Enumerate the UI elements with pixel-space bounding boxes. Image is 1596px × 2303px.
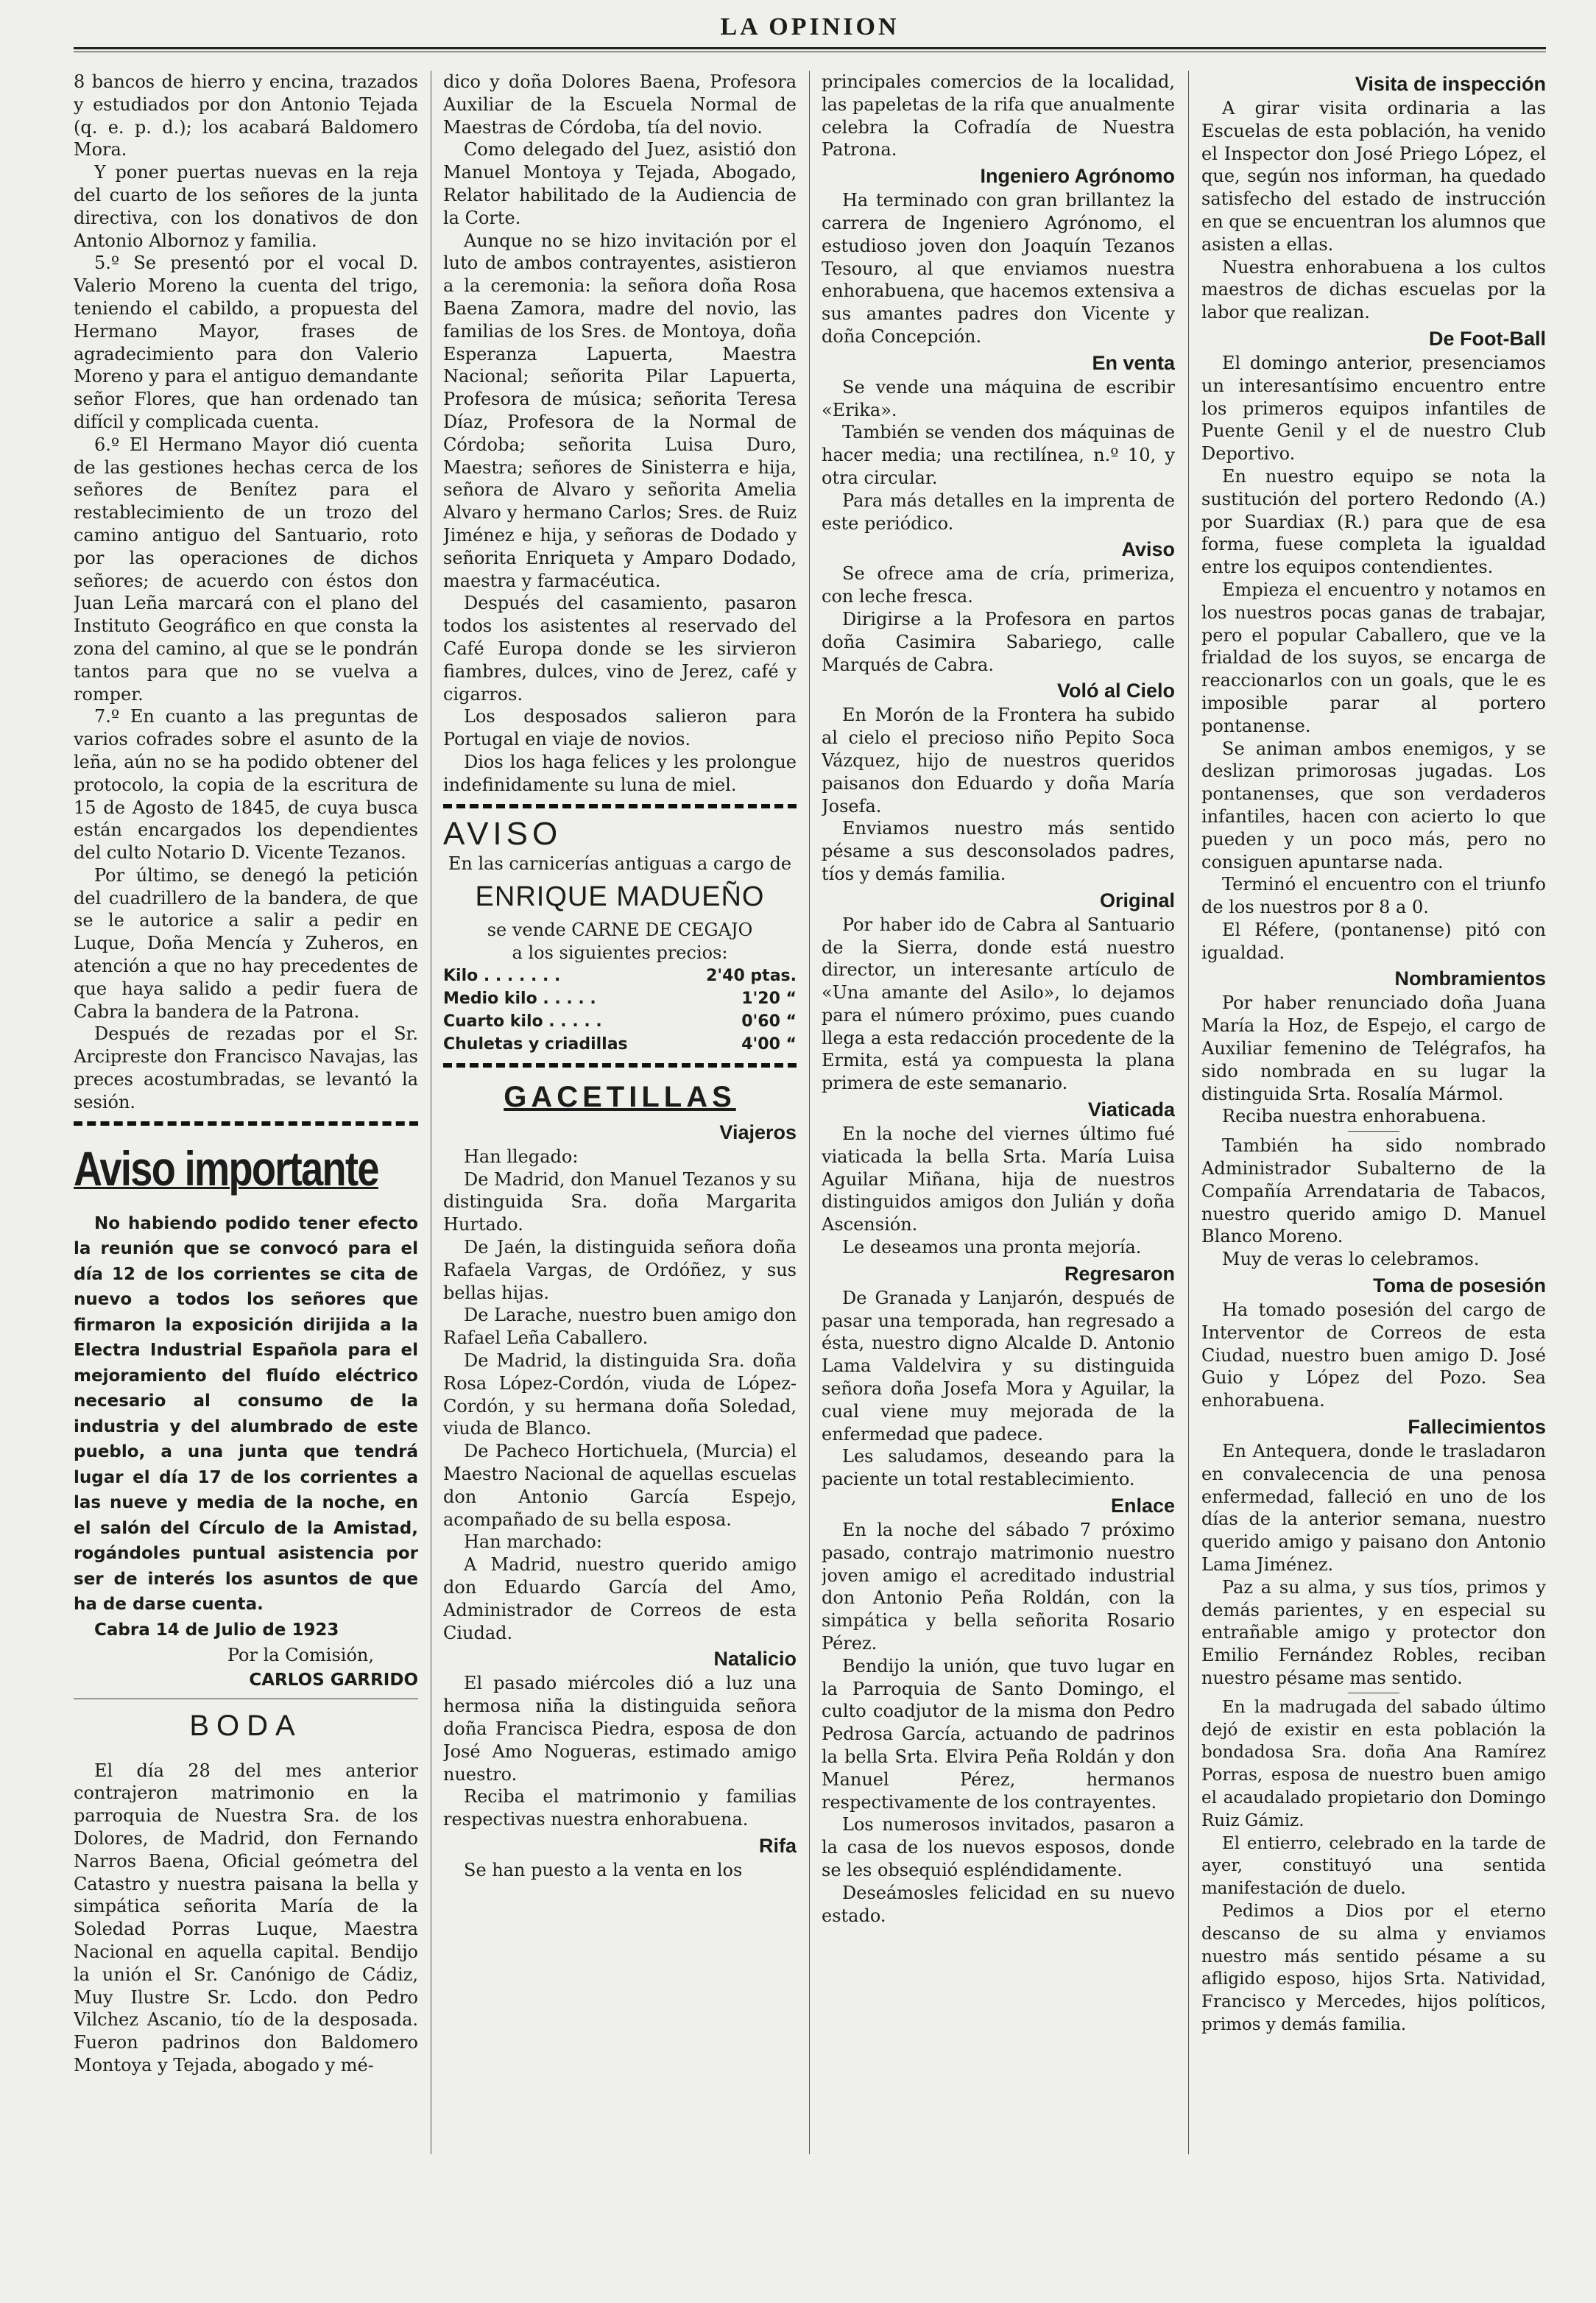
- dashed-divider: [443, 1063, 797, 1068]
- section-heading: Fallecimientos: [1408, 1416, 1546, 1439]
- section-heading: Original: [1099, 889, 1175, 911]
- article-paragraph: De Granada y Lanjarón, después de pasar una temporada, han regresado a ésta, nuestro digno Alcalde D. Antonio Lama Valdelvira y su distinguida señora doña Josefa Mora y Aguilar, la cual viene muy mejorada de la enfermedad que padece.: [822, 1287, 1175, 1445]
- article-paragraph: Como delegado del Juez, asistió don Manuel Montoya y Tejada, Abogado, Relator habilitado de la Audiencia de la Corte.: [443, 139, 797, 228]
- article-paragraph: Deseámosles felicidad en su nuevo estado.: [822, 1882, 1175, 1926]
- article-paragraph: En la noche del viernes último fué viaticada la bella Srta. María Luisa Aguilar Miñana, hija de nuestros distinguidos amigos don Julián y doña Ascensión.: [822, 1124, 1175, 1235]
- article-paragraph: Por haber ido de Cabra al Santuario de la Sierra, donde está nuestro director, un interesante artículo de «Una amante del Asilo», lo dejamos para el número próximo, pues cuando llega a esta redacción procedente de la Ermita, está ya compuesta la plana primera de este semanario.: [822, 914, 1175, 1094]
- article-paragraph: Paz a su alma, y sus tíos, primos y demás parientes, y en especial su entrañable amigo y protector don Emilio Fernández Robles, reciban nuestro pésame mas sentido.: [1201, 1576, 1546, 1688]
- price-value: 2'40 ptas.: [706, 966, 797, 985]
- short-divider: [1348, 1131, 1399, 1132]
- aviso-por: Por la Comisión,: [227, 1644, 374, 1665]
- ad-line: se vende CARNE DE CEGAJO: [487, 920, 753, 941]
- column-1: [74, 71, 418, 2162]
- article-paragraph: Bendijo la unión, que tuvo lugar en la Parroquia de Santo Domingo, el culto coadjutor de la misma don Pedro Pedrosa García, actuando de padrinos la bella Srta. Elvira Peña Roldán y don Manuel Pérez, hermanos respectivamente de los contrayentes.: [822, 1655, 1175, 1813]
- article-paragraph: 8 bancos de hierro y encina, trazados y estudiados por don Antonio Tejada (q. e. p. d.); los acabará Baldomero Mora.: [74, 71, 418, 161]
- article-paragraph: Se vende una máquina de escribir «Erika».: [822, 376, 1175, 420]
- price-value: 1'20 “: [741, 989, 797, 1008]
- article-paragraph: Han llegado:: [464, 1146, 579, 1167]
- article-paragraph: El entierro, celebrado en la tarde de ayer, constituyó una sentida manifestación de duelo.: [1201, 1833, 1546, 1899]
- article-paragraph: Reciba nuestra enhorabuena.: [1222, 1106, 1486, 1127]
- article-paragraph: El pasado miércoles dió a luz una hermosa niña la distinguida señora doña Francisca Piedra, esposa de don José Amo Nogueras, estimado amigo nuestro.: [443, 1673, 797, 1785]
- article-paragraph: De Madrid, la distinguida Sra. doña Rosa López-Cordón, viuda de López-Cordón, y su hermana doña Soledad, viuda de Blanco.: [443, 1350, 797, 1439]
- section-heading: Voló al Cielo: [1056, 680, 1175, 702]
- article-paragraph: Se han puesto a la venta en los: [464, 1860, 743, 1880]
- dashed-divider: [443, 804, 797, 808]
- section-heading: Enlace: [1110, 1495, 1175, 1517]
- article-paragraph: El Réfere, (pontanense) pitó con igualdad.: [1201, 919, 1546, 963]
- ad-name: ENRIQUE MADUEÑO: [475, 881, 765, 913]
- article-paragraph: Los numerosos invitados, pasaron a la casa de los nuevos esposos, donde se les obsequió espléndidamente.: [822, 1814, 1175, 1880]
- price-item: Chuletas y criadillas: [443, 1034, 628, 1054]
- article-paragraph: También ha sido nombrado Administrador Subalterno de la Compañía Arrendataria de Tabacos, nuestro querido amigo D. Manuel Blanco Moreno.: [1201, 1135, 1546, 1247]
- article-paragraph: De Jaén, la distinguida señora doña Rafaela Vargas, de Ordóñez, y sus bellas hijas.: [443, 1237, 797, 1303]
- ad-line: En las carnicerías antiguas a cargo de: [448, 853, 792, 874]
- price-row: [443, 1010, 797, 1033]
- article-paragraph: Después del casamiento, pasaron todos los asistentes al reservado del Café Europa donde se les sirvieron fiambres, dulces, vino de Jerez, café y cigarros.: [443, 593, 797, 705]
- boda-title: BODA: [189, 1709, 303, 1742]
- gacetillas-title: GACETILLAS: [504, 1080, 736, 1113]
- section-heading: Visita de inspección: [1355, 73, 1546, 95]
- dashed-divider: [74, 1121, 418, 1126]
- article-paragraph: 5.º Se presentó por el vocal D. Valerio Moreno la cuenta del trigo, teniendo el cabildo, a propuesta del Hermano Mayor, frases de agradecimiento para don Valerio Moreno y para el antiguo demandante señor Flores, que han ordenado tan difícil y complicada cuenta.: [74, 253, 418, 432]
- section-heading: Viajeros: [719, 1121, 797, 1143]
- section-heading: Aviso: [1121, 538, 1175, 561]
- article-paragraph: De Larache, nuestro buen amigo don Rafael Leña Caballero.: [443, 1305, 797, 1349]
- article-paragraph: Reciba el matrimonio y familias respectivas nuestra enhorabuena.: [443, 1786, 797, 1830]
- article-paragraph: Dirigirse a la Profesora en partos doña Casimira Sabariego, calle Marqués de Cabra.: [822, 608, 1175, 675]
- article-paragraph: También se venden dos máquinas de hacer media; una rectilínea, n.º 10, y otra circular.: [822, 422, 1175, 488]
- article-paragraph: Les saludamos, deseando para la paciente un total restablecimiento.: [822, 1446, 1175, 1490]
- price-row: [443, 964, 797, 987]
- article-paragraph: De Pacheco Hortichuela, (Murcia) el Maestro Nacional de aquellas escuelas don Antonio García Espejo, acompañado de su bella esposa.: [443, 1441, 797, 1530]
- article-paragraph: De Madrid, don Manuel Tezanos y su distinguida Sra. doña Margarita Hurtado.: [443, 1168, 797, 1235]
- article-paragraph: En la noche del sábado 7 próximo pasado, contrajo matrimonio nuestro joven amigo el acreditado industrial don Antonio Peña Roldán, con la simpática y bella señorita Rosario Pérez.: [822, 1520, 1175, 1654]
- section-heading: Toma de posesión: [1372, 1274, 1546, 1297]
- article-paragraph: El domingo anterior, presenciamos un interesantísimo encuentro entre los primeros equipos infantiles de Puente Genil y el de nuestro Club Deportivo.: [1201, 352, 1546, 465]
- column-4: [1201, 71, 1546, 2162]
- price-row: [443, 1033, 797, 1056]
- article-paragraph: Los desposados salieron para Portugal en viaje de novios.: [443, 706, 797, 750]
- article-paragraph: 6.º El Hermano Mayor dió cuenta de las gestiones hechas cerca de los señores de Benítez para el restablecimiento de un trozo del camino antiguo del Santuario, roto por las operaciones de dichos señores; de acuerdo con éstos don Juan Leña marcará con el plano del Instituto Geográfico en que consta la zona del camino, al que se le pondrán tantos para que no se vuelva a romper.: [74, 434, 418, 705]
- article-paragraph: Aunque no se hizo invitación por el luto de ambos contrayentes, asistieron a la ceremonia: la señora doña Rosa Baena Zamora, madre del novio, las familias de los Sres. de Montoya, doña Esperanza Lapuerta, Maestra Nacional; señorita Pilar Lapuerta, Profesora de música; señorita Teresa Díaz, Profesora de la Normal de Córdoba; señorita Luisa Duro, Maestra; señores de Sinisterra e hija, señora de Alvaro y señorita Amelia Alvaro y hermano Carlos; Sres. de Ruiz Jiménez e hija, y señoras de Dodado y señorita Enriqueta y Amparo Dodado, maestra y farmacéutica.: [443, 230, 797, 591]
- article-paragraph: Terminó el encuentro con el triunfo de los nuestros por 8 a 0.: [1201, 874, 1546, 918]
- aviso-signature: CARLOS GARRIDO: [249, 1670, 418, 1690]
- article-paragraph: Pedimos a Dios por el eterno descanso de su alma y enviamos nuestro más sentido pésame a su afligido esposo, hijos Srta. Natividad, Francisco y Mercedes, hijos políticos, primos y demás familia.: [1201, 1901, 1546, 2034]
- article-paragraph: Dios los haga felices y les prolongue indefinidamente su luna de miel.: [443, 751, 797, 795]
- article-paragraph: Para más detalles en la imprenta de este periódico.: [822, 490, 1175, 534]
- article-paragraph: principales comercios de la localidad, las papeletas de la rifa que anualmente celebra la Cofradía de Nuestra Patrona.: [822, 71, 1175, 161]
- article-paragraph: 7.º En cuanto a las preguntas de varios cofrades sobre el asunto de la leña, aún no se ha podido obtener del protocolo, la copia de la escritura de 15 de Agosto de 1845, de cuya busca están encargados los dependientes del culto Notario D. Vicente Tezanos.: [74, 706, 418, 864]
- ad-title: AVISO: [443, 815, 562, 852]
- article-paragraph: En Morón de la Frontera ha subido al cielo el precioso niño Pepito Soca Vázquez, hijo de nuestros queridos paisanos don Eduardo y doña María Josefa.: [822, 705, 1175, 817]
- section-heading: De Foot-Ball: [1429, 327, 1546, 350]
- article-paragraph: Muy de veras lo celebramos.: [1222, 1249, 1480, 1270]
- article-paragraph: Empieza el encuentro y notamos en los nuestros pocas ganas de trabajar, pero el popular Caballero, que ve la frialdad de los suyos, se encarga de reaccionarlos con un goals, que le es imposible parar al portero pontanense.: [1201, 579, 1546, 736]
- page-header-title: LA OPINION: [720, 13, 900, 40]
- article-paragraph: Por último, se denegó la petición del cuadrillero de la bandera, de que se le autorice a salir a pedir en Luque, Doña Mencía y Zuheros, en atención a que no hay precedentes de que haya salido a pedir fuera de Cabra la bandera de la Patrona.: [74, 864, 418, 1022]
- boda-text: El día 28 del mes anterior contrajeron matrimonio en la parroquia de Nuestra Sra. de los Dolores, de Madrid, don Fernando Narros Baena, Oficial geómetra del Catastro y nuestra paisana la bella y simpática señorita María de la Soledad Porras Luque, Maestra Nacional en aquella capital. Bendijo la unión el Sr. Canónigo de Cádiz, Muy Ilustre Sr. Lcdo. don Pedro Vilchez Ascanio, tío de la desposada. Fueron padrinos don Baldomero Montoya y Tejada, abogado y mé-: [74, 1760, 418, 2076]
- article-paragraph: Se ofrece ama de cría, primeriza, con leche fresca.: [822, 563, 1175, 607]
- article-paragraph: Se animan ambos enemigos, y se deslizan primorosas jugadas. Los pontanenses, que son verdaderos infantiles, hacen con acierto lo que pueden y un poco más, pero no consiguen apuntarse nada.: [1201, 738, 1546, 872]
- article-paragraph: Han marchado:: [464, 1531, 602, 1553]
- section-heading: Nombramientos: [1394, 967, 1546, 990]
- article-paragraph: Y poner puertas nuevas en la reja del cuarto de los señores de la junta directiva, con los donativos de don Antonio Albornoz y familia.: [74, 162, 418, 251]
- section-heading: Regresaron: [1064, 1262, 1175, 1285]
- article-paragraph: Le deseamos una pronta mejoría.: [842, 1237, 1142, 1258]
- article-paragraph: En nuestro equipo se nota la sustitución del portero Redondo (A.) por Suardiax (R.) para que de esa forma, fuese completa la igualdad entre los equipos contendientes.: [1201, 465, 1546, 578]
- column-3: [822, 71, 1175, 2162]
- article-paragraph: Enviamos nuestro más sentido pésame a sus desconsolados padres, tíos y demás familia.: [822, 818, 1175, 884]
- article-paragraph: Nuestra enhorabuena a los cultos maestros de dichas escuelas por la labor que realizan.: [1201, 256, 1546, 323]
- article-paragraph: Ha terminado con gran brillantez la carrera de Ingeniero Agrónomo, el estudioso joven don Joaquín Tezanos Tesouro, al que enviamos nuestra enhorabuena, que hacemos extensiva a sus amantes padres don Vicente y doña Concepción.: [822, 190, 1175, 347]
- price-row: [443, 987, 797, 1010]
- article-paragraph: A girar visita ordinaria a las Escuelas de esta población, ha venido el Inspector don José Priego López, el que, según nos informan, ha quedado satisfecho del estado de instrucción en que se encuentran los alumnos que asisten a ellas.: [1201, 98, 1546, 255]
- section-heading: Natalicio: [713, 1648, 797, 1671]
- aviso-importante-title: Aviso importante: [74, 1140, 378, 1196]
- price-item: Medio kilo . . . . .: [443, 989, 596, 1008]
- article-paragraph: Por haber renunciado doña Juana María la Hoz, de Espejo, el cargo de Auxiliar femenino de Telégrafos, ha sido nombrada en su lugar la distinguida Srta. Rosalía Mármol.: [1201, 992, 1546, 1104]
- price-item: Cuarto kilo . . . . .: [443, 1012, 602, 1031]
- article-paragraph: A Madrid, nuestro querido amigo don Eduardo García del Amo, Administrador de Correos de esta Ciudad.: [443, 1554, 797, 1643]
- article-paragraph: En Antequera, donde le trasladaron en convalecencia de una penosa enfermedad, falleció en uno de los días de la anterior semana, nuestro querido amigo y paisano don Antonio Lama Jiménez.: [1201, 1441, 1546, 1576]
- article-paragraph: Ha tomado posesión del cargo de Interventor de Correos de esta Ciudad, nuestro buen amigo D. José Guio y López del Pozo. Sea enhorabuena.: [1201, 1299, 1546, 1411]
- column-2: [443, 71, 797, 2162]
- price-value: 4'00 “: [741, 1034, 797, 1054]
- aviso-importante-text: No habiendo podido tener efecto la reunión que se convocó para el día 12 de los corrientes se cita de nuevo a todos los señores que firmaron la exposición dirijida a la Electra Industrial Española para el mejoramiento del fluído eléctrico necesario al consumo de la industria y del alumbrado de este pueblo, a una junta que tendrá lugar el día 17 de los corrientes a las nueve y media de la noche, en el salón del Círculo de la Amistad, rogándoles puntual asistencia por ser de interés los asuntos de que ha de darse cuenta.: [74, 1213, 418, 1615]
- section-heading: Rifa: [758, 1835, 797, 1857]
- section-heading: Ingeniero Agrónomo: [980, 165, 1175, 188]
- ad-line: a los siguientes precios:: [512, 942, 728, 964]
- price-item: Kilo . . . . . . .: [443, 966, 561, 985]
- column-divider: [809, 71, 810, 2154]
- price-value: 0'60 “: [741, 1012, 797, 1031]
- aviso-date: Cabra 14 de Julio de 1923: [94, 1620, 339, 1640]
- header-rule: [74, 47, 1546, 52]
- fallecimientos-second: [1201, 1696, 1546, 2036]
- section-heading: En venta: [1092, 351, 1175, 374]
- article-paragraph: En la madrugada del sabado último dejó de existir en esta población la bondadosa Sra. doña Ana Ramírez Porras, esposa de nuestro buen amigo el acaudalado propietario don Domingo Ruiz Gámiz.: [1201, 1697, 1546, 1830]
- article-paragraph: dico y doña Dolores Baena, Profesora Auxiliar de la Escuela Normal de Maestras de Córdoba, tía del novio.: [443, 71, 797, 138]
- column-divider: [1188, 71, 1189, 2154]
- article-paragraph: Después de rezadas por el Sr. Arcipreste don Francisco Navajas, las preces acostumbradas, se levantó la sesión.: [74, 1023, 418, 1112]
- section-heading: Viaticada: [1087, 1098, 1175, 1121]
